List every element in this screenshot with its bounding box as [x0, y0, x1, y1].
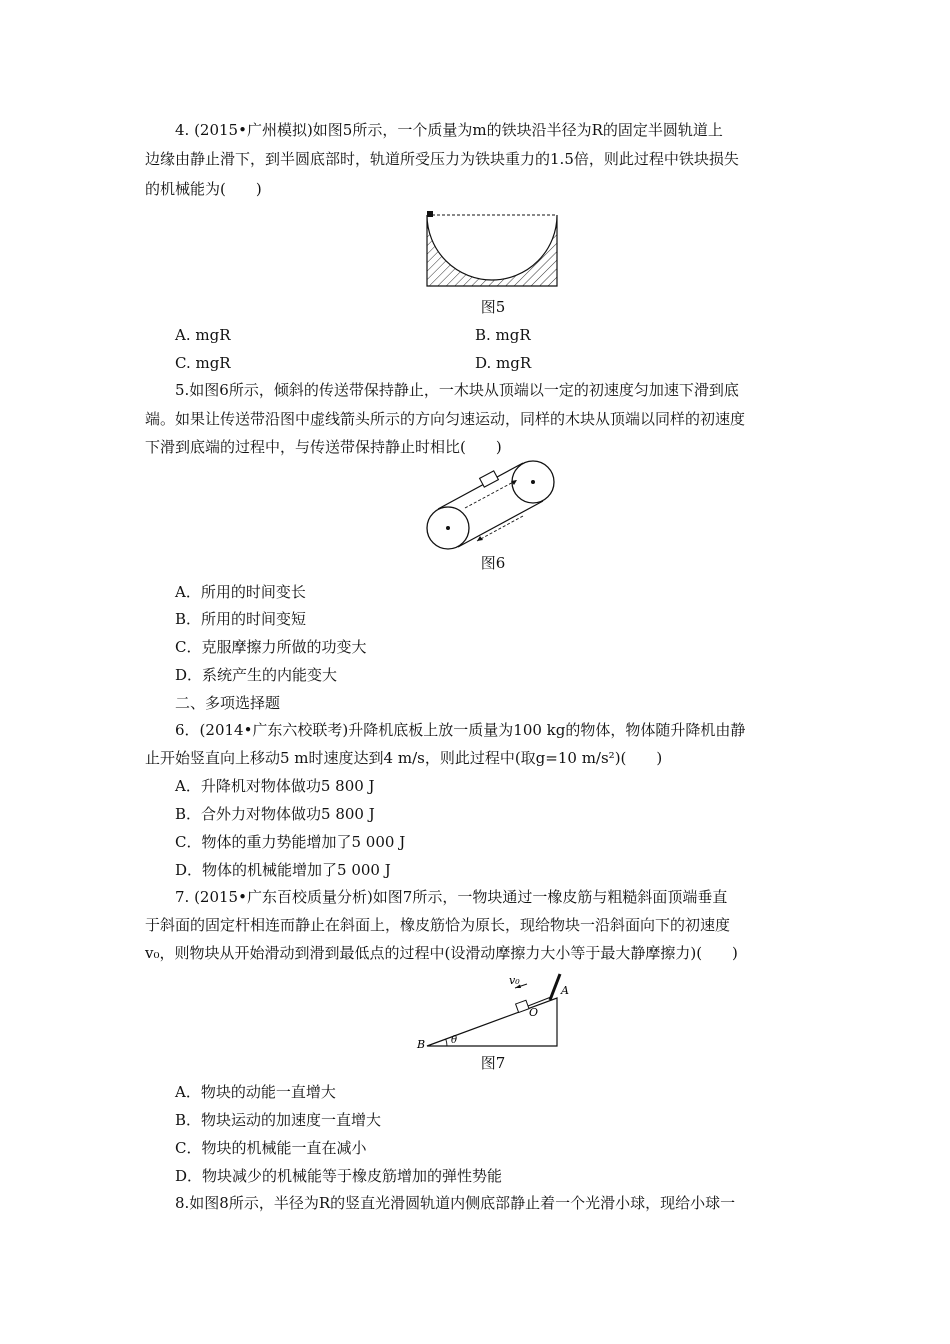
- q5-line-1: 5.如图6所示，倾斜的传送带保持静止，一木块从顶端以一定的初速度匀加速下滑到底: [175, 381, 739, 399]
- q4-option-d: D. mgR: [475, 354, 532, 372]
- q7-option-c: C．物块的机械能一直在减小: [175, 1139, 367, 1157]
- label-a: A: [561, 984, 569, 997]
- label-o: O: [529, 1006, 539, 1019]
- label-theta: θ: [451, 1035, 458, 1046]
- figure-6-caption: 图6: [480, 554, 506, 572]
- figure-7-caption: 图7: [480, 1054, 506, 1072]
- q4-line-3: 的机械能为( ): [145, 180, 262, 198]
- figure-6-conveyor-belt: [425, 460, 555, 552]
- q5-option-d: D．系统产生的内能变大: [175, 666, 338, 684]
- figure-5-semicircle-track: [422, 208, 562, 290]
- q6-option-b: B．合外力对物体做功5 800 J: [175, 805, 375, 823]
- q5-line-2: 端。如果让传送带沿图中虚线箭头所示的方向匀速运动，同样的木块从顶端以同样的初速度: [145, 410, 746, 428]
- q6-line-1: 6．(2014•广东六校联考)升降机底板上放一质量为100 kg的物体，物体随升降机由静: [175, 721, 746, 739]
- section-heading: 二、多项选择题: [175, 694, 281, 712]
- q5-line-3: 下滑到底端的过程中，与传送带保持静止时相比( ): [145, 438, 502, 456]
- q5-option-c: C．克服摩擦力所做的功变大: [175, 638, 367, 656]
- q5-option-b: B．所用的时间变短: [175, 610, 307, 628]
- q4-line-2: 边缘由静止滑下，到半圆底部时，轨道所受压力为铁块重力的1.5倍，则此过程中铁块损失: [145, 150, 739, 168]
- q7-option-b: B．物块运动的加速度一直增大: [175, 1111, 382, 1129]
- figure-5-caption: 图5: [480, 298, 506, 316]
- q6-option-d: D．物体的机械能增加了5 000 J: [175, 861, 391, 879]
- label-b: B: [417, 1038, 426, 1050]
- q4-line-1: 4. (2015•广州模拟)如图5所示，一个质量为m的铁块沿半径为R的固定半圆轨道上: [175, 121, 723, 139]
- q4-option-c: C. mgR: [175, 354, 231, 372]
- q7-option-d: D．物块减少的机械能等于橡皮筋增加的弹性势能: [175, 1167, 503, 1185]
- q6-option-a: A．升降机对物体做功5 800 J: [175, 777, 375, 795]
- q4-option-b: B. mgR: [475, 326, 531, 344]
- figure-7-incline: [415, 968, 575, 1050]
- q7-line-2: 于斜面的固定杆相连而静止在斜面上，橡皮筋恰为原长，现给物块一沿斜面向下的初速度: [145, 916, 731, 934]
- q5-option-a: A．所用的时间变长: [175, 583, 306, 601]
- q4-option-a: A. mgR: [175, 326, 231, 344]
- q7-line-1: 7. (2015•广东百校质量分析)如图7所示，一物块通过一橡皮筋与粗糙斜面顶端垂直: [175, 888, 728, 906]
- label-v0: v₀: [509, 974, 520, 987]
- q7-line-3: v₀，则物块从开始滑动到滑到最低点的过程中(设滑动摩擦力大小等于最大静摩擦力)( ): [145, 944, 738, 962]
- q6-line-2: 止开始竖直向上移动5 m时速度达到4 m/s，则此过程中(取g=10 m/s²)( ): [145, 749, 663, 767]
- q6-option-c: C．物体的重力势能增加了5 000 J: [175, 833, 406, 851]
- q7-option-a: A．物块的动能一直增大: [175, 1083, 336, 1101]
- q8-line-1: 8.如图8所示，半径为R的竖直光滑圆轨道内侧底部静止着一个光滑小球，现给小球一: [175, 1194, 736, 1212]
